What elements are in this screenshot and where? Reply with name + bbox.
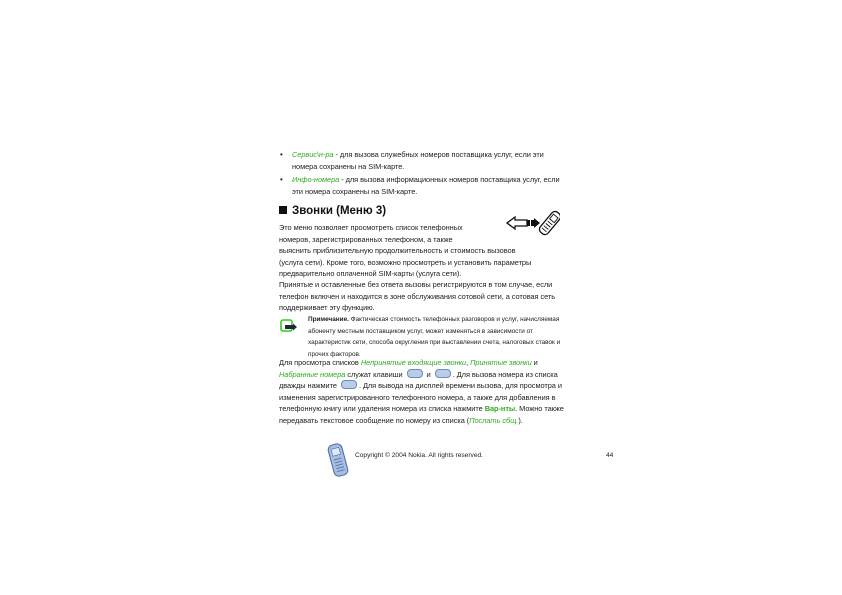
- text-run: . Для вызова номера из списка дважды нажмите: [279, 369, 558, 391]
- section-heading: [279, 205, 386, 217]
- text-run: . Можно также передавать текстовое сообщение по номеру из списка (: [279, 404, 564, 425]
- call-key-icon: [341, 380, 357, 389]
- calls-registration-paragraph: Принятые и оставленные без ответа вызовы регистрируются в том случае, если телефон включен и находится в зоне обслуживания сотовой сети, а сотовая сеть поддерживает эту функцию.: [279, 280, 556, 313]
- bullet-dot: •: [280, 175, 283, 184]
- intro-line: (услуга сети). Кроме того, возможно просмотреть и установить параметры: [279, 257, 532, 267]
- calls-lists-paragraph: [279, 357, 569, 427]
- text-run: . Для вывода на дисплей времени вызова, для просмотра и изменения зарегистрированного телефонного номера, а также для добавления в телефонную книгу или удаления номера из списка нажмите: [279, 381, 562, 414]
- footer-copyright: Copyright © 2004 Nokia. All rights reserved.: [355, 452, 484, 459]
- text-run: и: [424, 369, 433, 379]
- note-block: [308, 314, 570, 360]
- menu-received-calls: Принятые звонки: [470, 358, 532, 367]
- menu-term: Инфо-номера: [292, 175, 340, 184]
- note-text: Фактическая стоимость телефонных разговоров и услуг, начисляемая абоненту местным поставщиком услуг, может изменяться в зависимости от характеристик сети, способа округления при выставлении счета, налоговых ставок и прочих факторов.: [308, 316, 561, 358]
- bullet-item: [280, 174, 570, 197]
- heading-square-icon: [279, 206, 287, 214]
- page-number: 44: [606, 452, 614, 459]
- bullet-text: - для вызова служебных номеров поставщика услуг, если эти номера сохранены на SIM-карте.: [292, 150, 544, 171]
- menu-missed-calls: Непринятые входящие звонки: [360, 358, 467, 367]
- menu-term: Сервис\н-ра: [292, 150, 334, 159]
- intro-line: номеров, зарегистрированных телефоном, а также: [279, 234, 453, 244]
- bullet-item: [280, 149, 570, 172]
- options-softkey: Вар-нты: [484, 404, 516, 414]
- intro-line: предварительно оплаченной SIM-карты (услуга сети).: [279, 269, 462, 279]
- section-title: Звонки (Меню 3): [292, 205, 387, 217]
- note-label: Примечание.: [308, 316, 349, 323]
- intro-paragraph: [279, 222, 564, 280]
- intro-line: выяснить приблизительную продолжительность и стоимость вызовов: [279, 246, 516, 256]
- scroll-up-key-icon: [407, 369, 423, 378]
- text-run: ).: [518, 415, 523, 425]
- intro-line: Это меню позволяет просмотреть список телефонных: [279, 223, 463, 232]
- text-run: ,: [466, 358, 471, 367]
- text-run: и: [531, 358, 538, 367]
- menu-dialled-numbers: Набранные номера: [279, 369, 346, 379]
- note-icon: [280, 319, 298, 333]
- bullet-text: - для вызова информационных номеров поставщика услуг, если эти номера сохранены на SIM-карте.: [292, 175, 560, 196]
- phone-image-icon: [326, 443, 350, 477]
- bullet-dot: •: [280, 150, 283, 159]
- text-run: служат клавиши: [345, 369, 405, 379]
- menu-send-message: Послать сбщ.: [469, 415, 519, 425]
- scroll-down-key-icon: [435, 369, 451, 378]
- text-run: Для просмотра списков: [279, 358, 361, 367]
